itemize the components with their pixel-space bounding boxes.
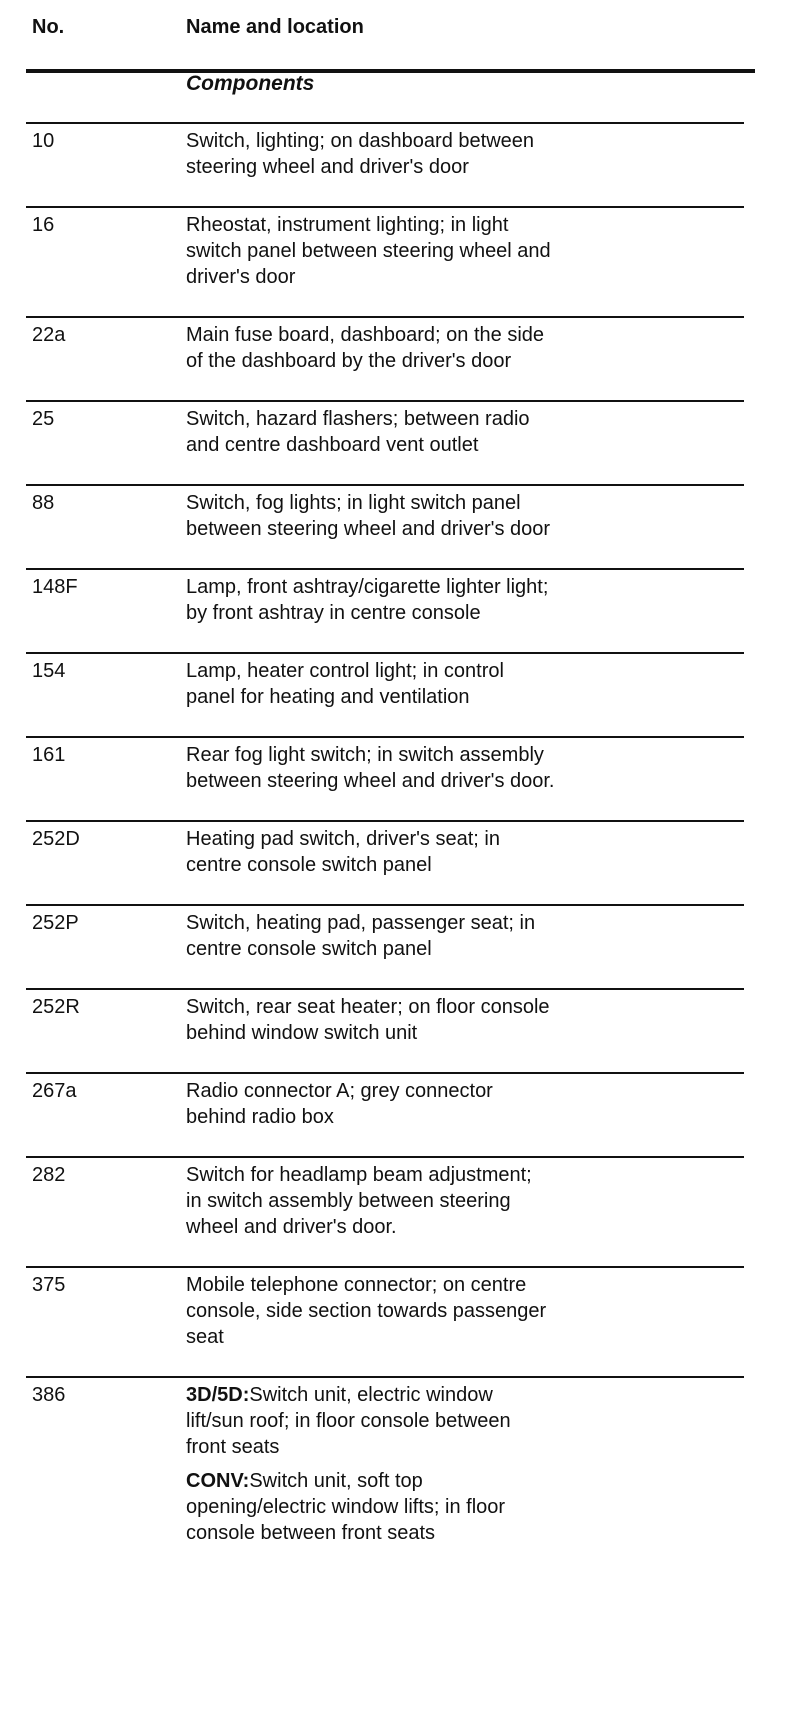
component-number: 161 (32, 744, 66, 766)
description-text: Lamp, front ashtray/cigarette lighter light; by front ashtray in centre console (186, 576, 549, 624)
description-paragraph (186, 490, 706, 542)
component-description (186, 658, 706, 710)
header-divider (26, 69, 755, 73)
component-description (186, 1272, 706, 1350)
component-description (186, 910, 706, 962)
variant-prefix: CONV: (186, 1470, 250, 1492)
row-divider (26, 316, 744, 318)
description-paragraph (186, 128, 706, 180)
description-paragraph (186, 910, 706, 962)
row-divider (26, 1376, 744, 1378)
description-text: Rheostat, instrument lighting; in light switch panel between steering wheel and driver's door (186, 214, 551, 288)
component-description (186, 490, 706, 542)
component-number: 25 (32, 408, 55, 430)
column-header-name-location: Name and location (186, 16, 364, 38)
description-paragraph (186, 322, 706, 374)
description-paragraph (186, 1382, 706, 1460)
component-description (186, 574, 706, 626)
description-paragraph (186, 406, 706, 458)
row-divider (26, 400, 744, 402)
description-paragraph (186, 1162, 706, 1240)
row-divider (26, 568, 744, 570)
description-text: Switch, rear seat heater; on floor console behind window switch unit (186, 996, 550, 1044)
component-number: 22a (32, 324, 66, 346)
component-number: 16 (32, 214, 55, 236)
description-text: Heating pad switch, driver's seat; in centre console switch panel (186, 828, 500, 876)
component-description (186, 1162, 706, 1240)
description-text: Main fuse board, dashboard; on the side of the dashboard by the driver's door (186, 324, 545, 372)
variant-prefix: 3D/5D: (186, 1384, 250, 1406)
component-description (186, 826, 706, 878)
description-text: Switch unit, soft top opening/electric window lifts; in floor console between front seats (186, 1470, 506, 1544)
description-text: Switch, hazard flashers; between radio and centre dashboard vent outlet (186, 408, 530, 456)
component-description (186, 742, 706, 794)
row-divider (26, 652, 744, 654)
component-number: 154 (32, 660, 66, 682)
component-number: 252P (32, 912, 79, 934)
section-title: Components (186, 72, 315, 95)
description-paragraph (186, 994, 706, 1046)
table-header (0, 16, 760, 46)
component-number: 88 (32, 492, 55, 514)
component-description (186, 212, 706, 290)
component-number: 10 (32, 130, 55, 152)
description-paragraph (186, 826, 706, 878)
row-divider (26, 820, 744, 822)
component-description (186, 1078, 706, 1130)
description-text: Lamp, heater control light; in control panel for heating and ventilation (186, 660, 504, 708)
row-divider (26, 484, 744, 486)
description-text: Switch, fog lights; in light switch panel between steering wheel and driver's door (186, 492, 551, 540)
row-divider (26, 1072, 744, 1074)
description-text: Switch for headlamp beam adjustment; in switch assembly between steering wheel and driver's door. (186, 1164, 532, 1238)
row-divider (26, 122, 744, 124)
component-description (186, 1382, 706, 1546)
description-text: Switch, lighting; on dashboard between steering wheel and driver's door (186, 130, 535, 178)
description-paragraph (186, 1468, 706, 1546)
component-description (186, 128, 706, 180)
description-paragraph (186, 742, 706, 794)
description-text: Switch, heating pad, passenger seat; in centre console switch panel (186, 912, 536, 960)
description-paragraph (186, 574, 706, 626)
description-paragraph (186, 212, 706, 290)
component-number: 386 (32, 1384, 66, 1406)
description-text: Mobile telephone connector; on centre console, side section towards passenger seat (186, 1274, 547, 1348)
description-paragraph (186, 1078, 706, 1130)
row-divider (26, 1156, 744, 1158)
component-number: 267a (32, 1080, 77, 1102)
component-description (186, 994, 706, 1046)
column-header-no: No. (32, 16, 65, 38)
component-number: 282 (32, 1164, 66, 1186)
component-number: 375 (32, 1274, 66, 1296)
row-divider (26, 904, 744, 906)
component-description (186, 406, 706, 458)
description-text: Switch unit, electric window lift/sun roof; in floor console between front seats (186, 1384, 511, 1458)
description-paragraph (186, 658, 706, 710)
row-divider (26, 988, 744, 990)
component-number: 252D (32, 828, 80, 850)
description-paragraph (186, 1272, 706, 1350)
description-text: Rear fog light switch; in switch assembly between steering wheel and driver's door. (186, 744, 555, 792)
row-divider (26, 206, 744, 208)
description-text: Radio connector A; grey connector behind radio box (186, 1080, 493, 1128)
component-description (186, 322, 706, 374)
row-divider (26, 736, 744, 738)
row-divider (26, 1266, 744, 1268)
component-number: 148F (32, 576, 78, 598)
component-number: 252R (32, 996, 80, 1018)
